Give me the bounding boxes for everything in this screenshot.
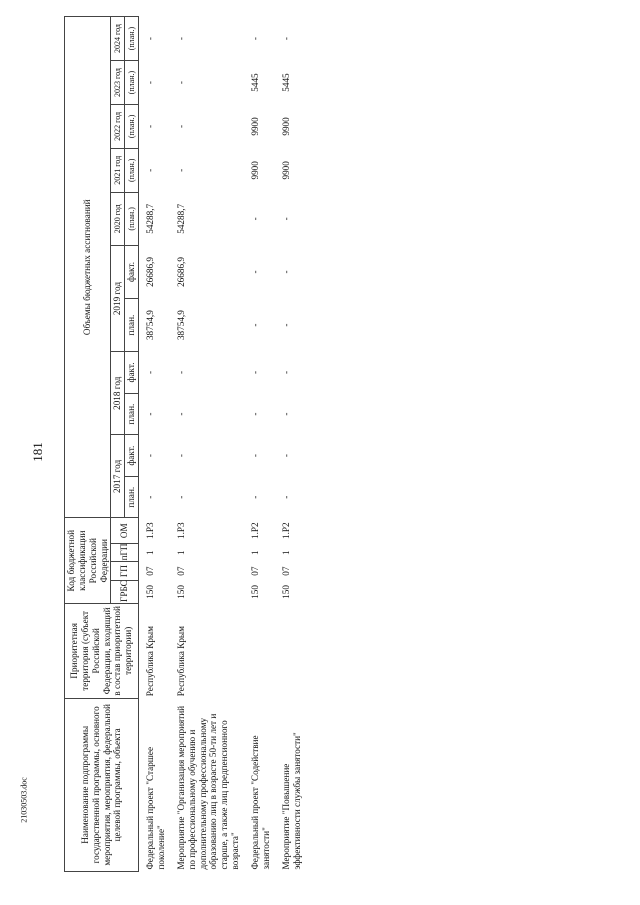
- row-gp: 07: [175, 566, 186, 576]
- header-year-2019: 2019 год: [111, 245, 125, 351]
- row-om: 1.Р2: [280, 522, 291, 540]
- header-2022-plan: (план.): [125, 104, 139, 148]
- header-gp: ГП: [111, 562, 139, 580]
- row-2021: -: [175, 168, 186, 172]
- row-2018-plan: -: [280, 412, 291, 416]
- row-grbs: 150: [250, 585, 261, 599]
- row-2017-plan: -: [175, 495, 186, 499]
- row-2018-fact: -: [175, 370, 186, 375]
- header-year-2020: 2020 год: [111, 192, 125, 245]
- row-pgp: 1: [145, 550, 156, 555]
- row-pgp: 1: [280, 550, 291, 555]
- header-om: ОМ: [111, 518, 139, 543]
- row-2022: -: [145, 124, 156, 128]
- row-2019-plan: 38754,9: [175, 310, 186, 341]
- row-2021: -: [145, 168, 156, 172]
- header-year-2023: 2023 год: [111, 61, 125, 105]
- row-2021: 9900: [250, 161, 261, 180]
- row-2018-plan: -: [175, 412, 186, 416]
- document-id: 21030503.doc: [19, 777, 29, 823]
- row-2024: -: [280, 37, 291, 41]
- header-year-2022: 2022 год: [111, 104, 125, 148]
- row-2024: -: [145, 37, 156, 41]
- row-2018-plan: -: [145, 412, 156, 416]
- table-row: [139, 17, 174, 872]
- row-name: Федеральный проект "Содействие занятости": [250, 735, 271, 870]
- row-pgp: 1: [175, 550, 186, 555]
- header-2017-plan: план.: [125, 476, 139, 518]
- row-pgp: 1: [250, 550, 261, 555]
- row-2021: 9900: [280, 161, 291, 180]
- row-territory: Республика Крым: [145, 626, 156, 697]
- row-2017-plan: -: [250, 495, 261, 499]
- row-2018-plan: -: [250, 412, 261, 416]
- budget-sheet: [64, 16, 624, 872]
- row-2020: -: [250, 217, 261, 221]
- row-2017-fact: -: [250, 454, 261, 458]
- row-om: 1.Р3: [145, 522, 156, 540]
- row-gp: 07: [250, 566, 261, 576]
- row-2017-plan: -: [280, 495, 291, 499]
- header-year-2018: 2018 год: [111, 352, 125, 435]
- row-2019-fact: 26686,9: [145, 257, 156, 287]
- row-2023: -: [175, 81, 186, 85]
- header-2018-plan: план.: [125, 393, 139, 435]
- header-year-2017: 2017 год: [111, 435, 125, 518]
- header-territory: Приоритетная территория (субъект Российской Федерации, входящий в состав приоритетной территории): [65, 603, 139, 698]
- header-2019-plan: план.: [125, 299, 139, 352]
- header-2024-plan: (план.): [125, 17, 139, 61]
- row-grbs: 150: [145, 585, 156, 599]
- row-territory: [279, 603, 310, 698]
- row-gp: 07: [280, 566, 291, 576]
- table-row: [248, 17, 279, 872]
- header-grbs: ГРБС: [111, 580, 139, 603]
- row-name: Федеральный проект "Старшее поколение": [145, 746, 167, 870]
- header-budget-code: Код бюджетной классификации Российской Федерации: [65, 518, 111, 603]
- row-2019-fact: -: [250, 270, 261, 274]
- header-2019-fact: факт.: [125, 245, 139, 298]
- row-2017-fact: -: [175, 454, 186, 458]
- row-2022: 9900: [250, 117, 261, 136]
- row-2023: -: [145, 81, 156, 85]
- row-name: Мероприятие "Повышение эффективности службы занятости": [280, 732, 302, 870]
- table-row: [174, 17, 248, 872]
- row-2020: -: [280, 217, 291, 221]
- row-gp: 07: [145, 566, 156, 576]
- row-2020: 54288,7: [175, 203, 186, 234]
- row-2019-plan: -: [250, 323, 261, 327]
- table-row: [279, 17, 310, 872]
- header-2023-plan: (план.): [125, 61, 139, 105]
- row-om: 1.Р3: [175, 522, 186, 540]
- row-grbs: 150: [280, 585, 291, 599]
- row-2017-fact: -: [280, 454, 291, 458]
- row-2024: -: [250, 37, 261, 41]
- header-2018-fact: факт.: [125, 352, 139, 394]
- row-2022: -: [175, 124, 186, 128]
- row-2023: 5445: [250, 73, 261, 92]
- row-territory: [248, 603, 279, 698]
- row-2023: 5445: [280, 73, 291, 92]
- row-om: 1.Р2: [250, 522, 261, 540]
- row-2020: 54288,7: [145, 203, 156, 234]
- header-2021-plan: (план.): [125, 148, 139, 192]
- row-2017-plan: -: [145, 495, 156, 499]
- row-2019-fact: -: [280, 270, 291, 274]
- row-2019-fact: 26686,9: [175, 257, 186, 287]
- row-2019-plan: 38754,9: [145, 310, 156, 341]
- row-grbs: 150: [175, 585, 186, 599]
- row-territory: Республика Крым: [175, 626, 186, 697]
- row-2017-fact: -: [145, 454, 156, 458]
- header-2017-fact: факт.: [125, 435, 139, 477]
- header-pgp: пГП: [111, 543, 139, 561]
- row-2024: -: [175, 37, 186, 41]
- row-2019-plan: -: [280, 323, 291, 327]
- row-2018-fact: -: [250, 370, 261, 375]
- header-2020-plan: (план.): [125, 192, 139, 245]
- header-volumes: Объемы бюджетных ассигнований: [65, 17, 111, 519]
- header-name: Наименование подпрограммы государственной программы, основного мероприятия, мероприятия, федеральной целевой программы, объекта: [65, 698, 139, 871]
- page-number: 181: [30, 442, 45, 462]
- header-year-2021: 2021 год: [111, 148, 125, 192]
- row-2018-fact: -: [145, 370, 156, 375]
- row-2018-fact: -: [280, 370, 291, 375]
- row-name: Мероприятие "Организация мероприятий по профессиональному обучению и дополнительному профессиональному образованию лиц в возрасте 50-ти лет и старше, а также лиц предпенсионного возраста": [175, 705, 241, 870]
- row-2022: 9900: [280, 117, 291, 136]
- header-year-2024: 2024 год: [111, 17, 125, 61]
- budget-table: [64, 16, 309, 872]
